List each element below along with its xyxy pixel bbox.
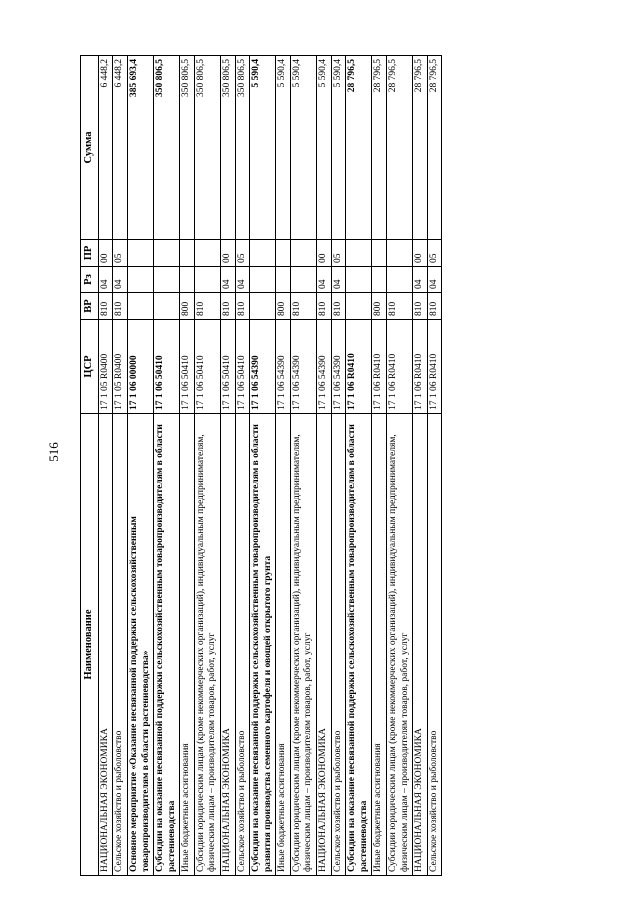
cell-vr: 800	[372, 293, 387, 320]
cell-sum: 5 590,4	[317, 56, 332, 240]
cell-rz	[180, 267, 195, 293]
table-header-row	[81, 56, 99, 876]
table-body	[98, 56, 441, 876]
cell-vr: 810	[113, 293, 128, 320]
table-row	[317, 56, 332, 876]
cell-name: Иные бюджетные ассигнования	[276, 414, 291, 876]
cell-pr	[372, 240, 387, 267]
cell-name: Субсидии на оказание несвязанной поддержки сельскохозяйственным товаропроизводителям в области растениеводства	[154, 414, 180, 876]
cell-vr: 810	[413, 293, 428, 320]
header-sum: Сумма	[81, 56, 99, 240]
cell-rz: 04	[331, 267, 346, 293]
cell-vr	[154, 293, 180, 320]
cell-csr: 17 1 06 54390	[331, 320, 346, 414]
cell-pr	[180, 240, 195, 267]
cell-pr	[154, 240, 180, 267]
table-row	[250, 56, 276, 876]
cell-vr: 810	[98, 293, 113, 320]
cell-sum: 5 590,4	[331, 56, 346, 240]
cell-pr	[346, 240, 372, 267]
cell-rz: 04	[113, 267, 128, 293]
cell-csr: 17 1 06 R0410	[372, 320, 387, 414]
cell-name: Основное мероприятие «Оказание несвязанной поддержки сельскохозяйственным товаропроизводителям в области растениеводства»	[127, 414, 153, 876]
cell-rz	[127, 267, 153, 293]
cell-name: Сельское хозяйство и рыболовство	[235, 414, 250, 876]
cell-sum: 28 796,5	[386, 56, 412, 240]
cell-sum: 5 590,4	[290, 56, 316, 240]
cell-sum: 5 590,4	[276, 56, 291, 240]
table-row	[235, 56, 250, 876]
table-row	[154, 56, 180, 876]
cell-vr	[250, 293, 276, 320]
table-row	[372, 56, 387, 876]
table-row	[346, 56, 372, 876]
cell-csr: 17 1 06 50410	[180, 320, 195, 414]
table-row	[127, 56, 153, 876]
cell-sum: 28 796,5	[372, 56, 387, 240]
cell-rz: 04	[427, 267, 442, 293]
cell-rz	[154, 267, 180, 293]
cell-csr: 17 1 05 R0400	[98, 320, 113, 414]
cell-csr: 17 1 06 50410	[221, 320, 236, 414]
cell-pr: 05	[113, 240, 128, 267]
cell-pr	[127, 240, 153, 267]
cell-rz: 04	[413, 267, 428, 293]
cell-sum: 6 448,2	[98, 56, 113, 240]
cell-vr: 800	[180, 293, 195, 320]
budget-table	[80, 55, 442, 876]
cell-vr	[127, 293, 153, 320]
cell-pr: 05	[331, 240, 346, 267]
cell-name: Сельское хозяйство и рыболовство	[113, 414, 128, 876]
cell-pr	[194, 240, 220, 267]
cell-vr: 810	[290, 293, 316, 320]
cell-sum: 350 806,5	[221, 56, 236, 240]
cell-rz	[290, 267, 316, 293]
cell-csr: 17 1 06 50410	[194, 320, 220, 414]
cell-vr: 810	[221, 293, 236, 320]
cell-pr	[386, 240, 412, 267]
cell-sum: 385 693,4	[127, 56, 153, 240]
cell-vr: 810	[331, 293, 346, 320]
cell-vr: 810	[386, 293, 412, 320]
cell-rz	[276, 267, 291, 293]
table-row	[290, 56, 316, 876]
table-row	[386, 56, 412, 876]
cell-vr	[346, 293, 372, 320]
table-row	[427, 56, 442, 876]
cell-pr: 00	[221, 240, 236, 267]
cell-rz: 04	[317, 267, 332, 293]
cell-name: Иные бюджетные ассигнования	[372, 414, 387, 876]
cell-sum: 28 796,5	[413, 56, 428, 240]
table-row	[98, 56, 113, 876]
cell-csr: 17 1 06 54390	[290, 320, 316, 414]
header-rz: Рз	[81, 267, 99, 293]
cell-name: Иные бюджетные ассигнования	[180, 414, 195, 876]
cell-pr: 05	[427, 240, 442, 267]
cell-vr: 810	[427, 293, 442, 320]
cell-name: НАЦИОНАЛЬНАЯ ЭКОНОМИКА	[98, 414, 113, 876]
cell-vr: 810	[194, 293, 220, 320]
cell-pr: 00	[98, 240, 113, 267]
cell-csr: 17 1 06 54390	[250, 320, 276, 414]
cell-name: Субсидии юридическим лицам (кроме некоммерческих организаций), индивидуальным предпринимателям, физическим лицам – производителям товаров, работ, услуг	[290, 414, 316, 876]
cell-name: НАЦИОНАЛЬНАЯ ЭКОНОМИКА	[413, 414, 428, 876]
cell-sum: 350 806,5	[194, 56, 220, 240]
cell-name: Сельское хозяйство и рыболовство	[331, 414, 346, 876]
cell-csr: 17 1 06 00000	[127, 320, 153, 414]
cell-name: Субсидии юридическим лицам (кроме некоммерческих организаций), индивидуальным предпринимателям, физическим лицам – производителям товаров, работ, услуг	[386, 414, 412, 876]
table-row	[331, 56, 346, 876]
cell-pr: 00	[413, 240, 428, 267]
cell-pr	[250, 240, 276, 267]
cell-name: Субсидии на оказание несвязанной поддержки сельскохозяйственным товаропроизводителям в области развития производства семенного картофеля и овощей открытого грунта	[250, 414, 276, 876]
table-row	[276, 56, 291, 876]
cell-sum: 6 448,2	[113, 56, 128, 240]
cell-sum: 350 806,5	[180, 56, 195, 240]
header-pr: ПР	[81, 240, 99, 267]
cell-sum: 350 806,5	[154, 56, 180, 240]
cell-csr: 17 1 06 R0410	[413, 320, 428, 414]
cell-name: Субсидии юридическим лицам (кроме некоммерческих организаций), индивидуальным предпринимателям, физическим лицам – производителям товаров, работ, услуг	[194, 414, 220, 876]
cell-pr: 00	[317, 240, 332, 267]
cell-sum: 28 796,5	[427, 56, 442, 240]
cell-name: Субсидии на оказание несвязанной поддержки сельскохозяйственным товаропроизводителям в области растениеводства	[346, 414, 372, 876]
cell-csr: 17 1 06 54390	[317, 320, 332, 414]
cell-name: НАЦИОНАЛЬНАЯ ЭКОНОМИКА	[317, 414, 332, 876]
table-row	[180, 56, 195, 876]
cell-rz: 04	[235, 267, 250, 293]
cell-csr: 17 1 06 50410	[235, 320, 250, 414]
cell-csr: 17 1 05 R0400	[113, 320, 128, 414]
cell-vr: 810	[317, 293, 332, 320]
rotated-page	[80, 56, 535, 876]
cell-sum: 350 806,5	[235, 56, 250, 240]
cell-vr: 800	[276, 293, 291, 320]
table-row	[194, 56, 220, 876]
cell-sum: 5 590,4	[250, 56, 276, 240]
cell-rz	[250, 267, 276, 293]
header-vr: ВР	[81, 293, 99, 320]
cell-vr: 810	[235, 293, 250, 320]
header-name: Наименование	[81, 414, 99, 876]
cell-rz	[346, 267, 372, 293]
cell-sum: 28 796,5	[346, 56, 372, 240]
table-row	[113, 56, 128, 876]
cell-rz	[194, 267, 220, 293]
cell-pr: 05	[235, 240, 250, 267]
cell-pr	[290, 240, 316, 267]
cell-csr: 17 1 06 R0410	[386, 320, 412, 414]
header-csr: ЦСР	[81, 320, 99, 414]
cell-name: Сельское хозяйство и рыболовство	[427, 414, 442, 876]
table-row	[221, 56, 236, 876]
table-row	[413, 56, 428, 876]
page-number: 516	[46, 442, 61, 462]
cell-csr: 17 1 06 50410	[154, 320, 180, 414]
cell-rz: 04	[221, 267, 236, 293]
cell-rz: 04	[98, 267, 113, 293]
cell-csr: 17 1 06 54390	[276, 320, 291, 414]
cell-rz	[386, 267, 412, 293]
cell-rz	[372, 267, 387, 293]
cell-name: НАЦИОНАЛЬНАЯ ЭКОНОМИКА	[221, 414, 236, 876]
cell-csr: 17 1 06 R0410	[346, 320, 372, 414]
cell-csr: 17 1 06 R0410	[427, 320, 442, 414]
cell-pr	[276, 240, 291, 267]
